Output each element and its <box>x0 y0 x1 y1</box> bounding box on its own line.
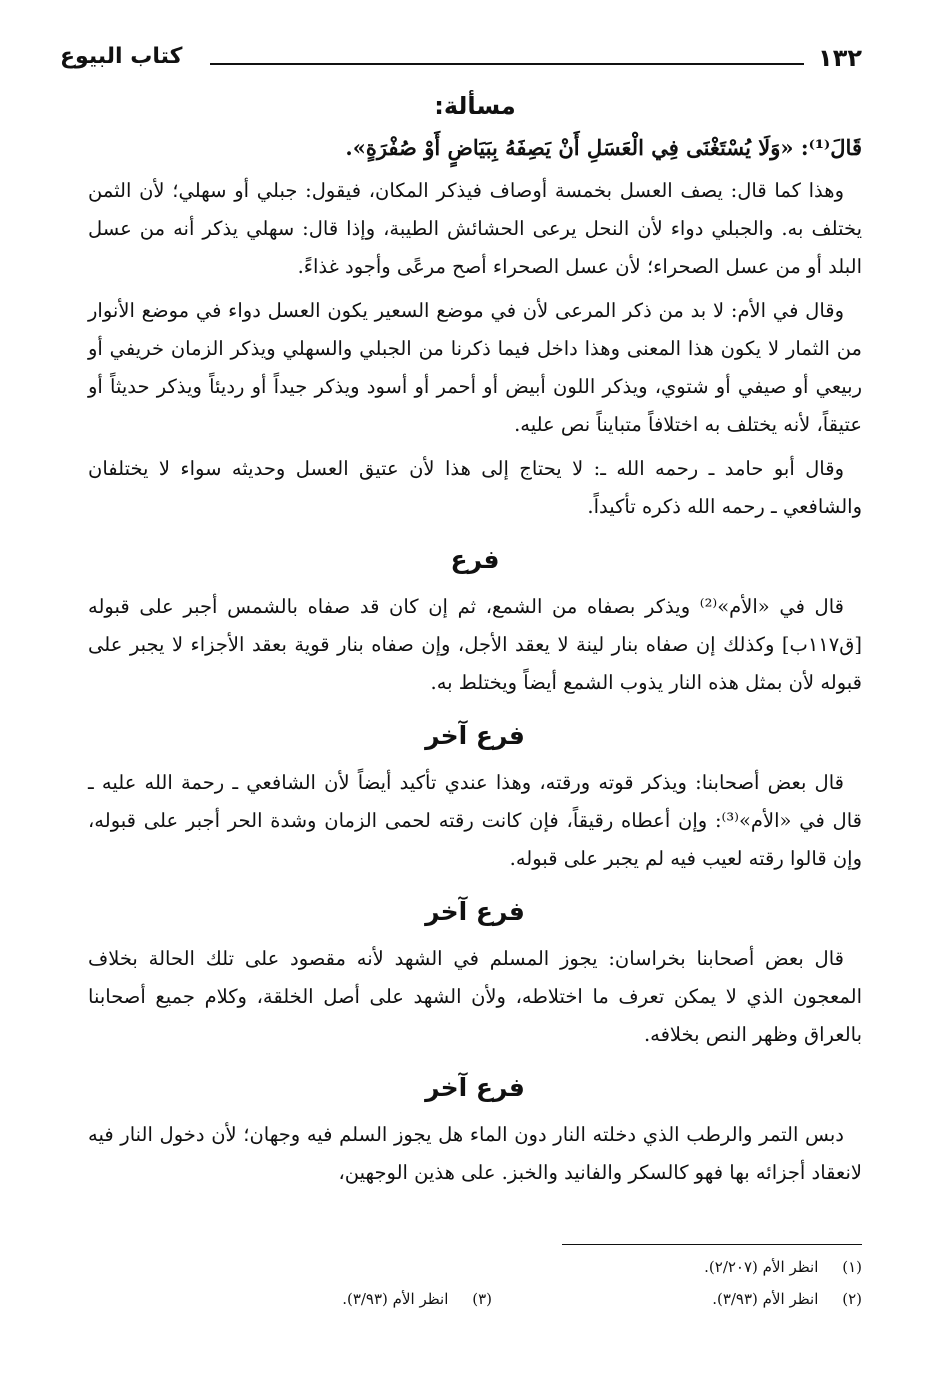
paragraph: وقال في الأم: لا بد من ذكر المرعى لأن في موضع السعير يكون العسل دواء في موضع الأنوار من الثمار لا يكون هذا المعنى وهذا داخل فيما ذكرنا من الجبلي والسهلي ويذكر الزمان خريفي أو ربيعي أو صيفي أو شتوي، ويذكر اللون أبيض أو أحمر أو أسود ويذكر جيداً أو رديئاً ويذكر حديثاً أو عتيقاً، لأنه يختلف به اختلافاً متبايناً نص عليه. <box>88 299 862 436</box>
paragraph: قال في «الأم»⁽²⁾ ويذكر بصفاه من الشمع، ثم إن كان قد صفاه بالشمس أجبر على قبوله [ق١١٧ب] وكذلك إن صفاه بنار لينة لا يعقد الأجل، وإن صفاه بنار قوية بعقد الأجزاء لا يجبر على قبوله لأن بمثل هذه النار يذوب الشمع أيضاً ويختلط به. <box>88 595 862 694</box>
footnote-1 <box>704 1258 862 1276</box>
page-body <box>88 88 862 1198</box>
section-heading: فرع آخر <box>425 897 525 926</box>
section-heading: فرع آخر <box>425 721 525 750</box>
header-rule <box>210 63 804 65</box>
footnote-number: (٢) <box>842 1290 862 1308</box>
footnote-text: انظر الأم (٢/٢٠٧). <box>704 1258 819 1276</box>
paragraph: قال بعض أصحابنا بخراسان: يجوز المسلم في الشهد لأنه مقصود على تلك الحالة بخلاف المعجون الذي لا يمكن تعرف ما اختلاطه، ولأن الشهد على أصل الخلقة، وكلام جميع أصحابنا بالعراق وظهر النص بخلافه. <box>88 947 862 1046</box>
masala-heading: مسألة: <box>434 92 516 120</box>
footnote-number: (٣) <box>472 1290 492 1308</box>
page-number: ١٣٢ <box>818 44 862 72</box>
paragraph: قال بعض أصحابنا: ويذكر قوته ورقته، وهذا عندي تأكيد أيضاً لأن الشافعي ـ رحمة الله عليه ـ قال في «الأم»⁽³⁾: وإن أعطاه رقيقاً، فإن كانت رقته لحمى الزمان وشدة الحر أجبر على قبوله، وإن قالوا رقته لعيب فيه لم يجبر على قبوله. <box>88 771 862 870</box>
section-heading: فرع <box>450 545 500 574</box>
footnote-rule <box>562 1244 862 1245</box>
footnote-2 <box>712 1290 862 1308</box>
paragraph: وقال أبو حامد ـ رحمه الله ـ: لا يحتاج إلى هذا لأن عتيق العسل وحديثه سواء لا يختلفان والشافعي ـ رحمه الله ذكره تأكيداً. <box>88 457 862 518</box>
paragraph: وهذا كما قال: يصف العسل بخمسة أوصاف فيذكر المكان، فيقول: جبلي أو سهلي؛ لأن الثمن يختلف به. والجبلي دواء لأن النحل يرعى الحشائش الطيبة، وإذا قال: سهلي يذكر أنه من عسل البلد أو من عسل الصحراء؛ لأن عسل الصحراء أصح مرعًى وأجود غذاءً. <box>88 179 862 278</box>
section-heading: فرع آخر <box>425 1073 525 1102</box>
running-title: كتاب البيوع <box>60 44 183 69</box>
footnote-number: (١) <box>842 1258 862 1276</box>
footnote-text: انظر الأم (٣/٩٣). <box>712 1290 819 1308</box>
page-header <box>60 38 862 78</box>
matn-quote: قَالَ⁽¹⁾: «وَلَا يُسْتَغْنَى فِي الْعَسَلِ أَنْ يَصِفَهُ بِبَيَاضٍ أَوْ صُفْرَةٍ». <box>345 135 862 160</box>
paragraph: دبس التمر والرطب الذي دخلته النار دون الماء هل يجوز السلم فيه وجهان؛ لأن دخول النار فيه لانعقاد أجزائه بها فهو كالسكر والفانيد والخبز. على هذين الوجهين، <box>88 1123 862 1184</box>
footnote-text: انظر الأم (٣/٩٣). <box>342 1290 449 1308</box>
footnote-3 <box>342 1290 492 1308</box>
